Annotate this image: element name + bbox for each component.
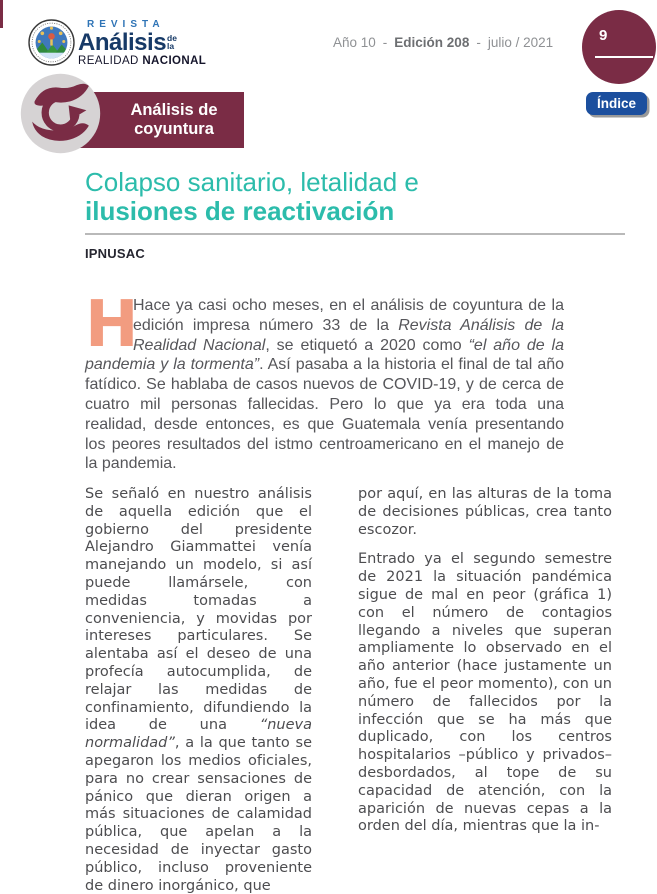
logo-text	[78, 16, 206, 68]
page-number-underline	[595, 56, 653, 58]
edition-number: Edición 208	[394, 35, 470, 50]
intro-text: Hace ya casi ocho meses, en el análisis de coyuntura de la edición impresa número 33 de la Revista Análisis de la Realidad Nacional, se etiquetó a 2020 como “el año de la pandemia y la tormenta”. Así pasaba a la historia el final de tal año fatídico. Se hablaba de casos nuevos de COVID-19, y de cerca de cuatro mil personas fallecidas. Pero lo que ya era toda una realidad, desde entonces, es que Guatemala venía presentando los peores resultados del istmo centroamericano en el manejo de la pandemia.	[85, 297, 565, 473]
coyuntura-hands-icon	[20, 73, 101, 154]
intro-paragraph	[85, 288, 565, 474]
author: IPNUSAC	[85, 246, 145, 261]
usac-seal-logo	[28, 19, 75, 66]
corner-accent	[0, 0, 3, 28]
magazine-logo	[28, 16, 206, 68]
logo-revista-text: REVISTA	[87, 19, 165, 30]
paragraph: Entrado ya el segundo semestre de 2021 la situación pandémica sigue de mal en peor (gráfica 1) con el número de contagios llegando a niveles que superan ampliamente lo observado en el año anterior (hace justamente un año, fue el peor momento), con un número de fallecidos por la infección que se ha más que duplicado, con los centros hospitalarios –público y privados– desbordados, al tope de su capacidad de atención, con la aparición de nuevas cepas a la orden del día, mientras que la in-	[358, 551, 612, 835]
page-number: 9	[599, 27, 608, 44]
paragraph: Se señaló en nuestro análisis de aquella edición que el gobierno del presidente Alejandro Giammattei venía manejando un modelo, si así puede llamársele, con medidas tomadas a conveniencia, y movidas por intereses particulares. Se alentaba así el deseo de una profecía autocumplida, de relajar las medidas de confinamiento, difundiendo la idea de una “nueva normalidad”, a la que tanto se apegaron los medios oficiales, para no crear sensaciones de pánico que dieran origen a más situaciones de calamidad pública, que apelan a la necesidad de inyectar gasto público, incluso proveniente de dinero inorgánico, que	[85, 486, 312, 894]
article-title-line1: Colapso sanitario, letalidad e	[85, 167, 419, 197]
indice-button[interactable]: Índice	[586, 92, 647, 115]
section-badge-label: Análisis de coyuntura	[130, 100, 218, 138]
dropcap: H	[85, 288, 139, 362]
article-title-line2: ilusiones de reactivación	[85, 196, 395, 226]
edition-date: julio / 2021	[487, 35, 554, 50]
article-title	[85, 168, 615, 226]
edition-info: Año 10 - Edición 208 - julio / 2021	[333, 35, 554, 50]
divider	[85, 233, 625, 235]
edition-year: Año 10	[333, 35, 376, 50]
column-left	[85, 486, 312, 894]
logo-realidad-nacional: REALIDAD NACIONAL	[78, 55, 207, 67]
paragraph: por aquí, en las alturas de la toma de decisiones públicas, crea tanto escozor.	[358, 486, 612, 538]
logo-dela-text: de la	[167, 33, 177, 52]
logo-analisis-text: Análisis	[78, 29, 167, 56]
column-right	[358, 486, 612, 836]
page-number-badge	[582, 10, 656, 84]
